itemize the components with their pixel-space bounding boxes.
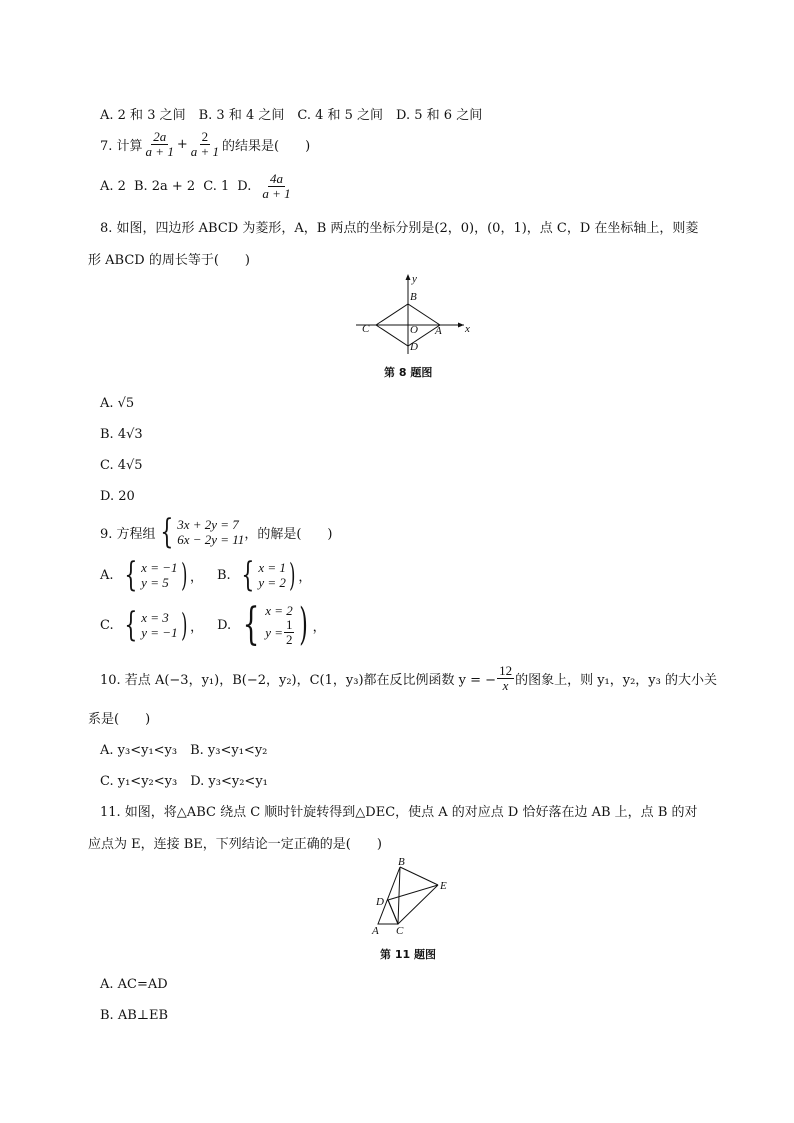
q9-suffix: ，的解是( ) xyxy=(244,526,333,542)
q7-fraction-1 xyxy=(144,130,176,159)
q9-option-d: { x = 2 y = $\frac{1}{2}$ xyxy=(237,603,295,647)
q9-option-c-label: C. xyxy=(100,617,114,633)
q8-label-x: x xyxy=(465,323,470,335)
q7-options xyxy=(100,172,294,201)
q9-options-cd: C. { x = 3 y = −1 ) ， D. { x = 2 y = $\frac{1}{2}$ ) ， xyxy=(100,599,326,650)
q11-figure-rotation xyxy=(368,855,458,937)
q7-frac2-num: 2 xyxy=(201,129,209,144)
q11-label-c: C xyxy=(396,925,404,937)
q7-option-d-label: D. xyxy=(237,179,252,194)
q11-option-a: A. AC=AD xyxy=(100,977,168,992)
q11-label-e: E xyxy=(440,880,447,892)
q8-label-y: y xyxy=(412,273,417,285)
q11-label-a: A xyxy=(372,925,379,937)
q10-frac-den: x xyxy=(502,678,509,693)
q11-line1: 11. 如图，将△ABC 绕点 C 顺时针旋转得到△DEC，使点 A 的对应点 D 恰好落在边 AB 上，点 B 的对 xyxy=(100,805,698,820)
q7-frac2-den: a + 1 xyxy=(190,144,220,159)
q7-frac1-den: a + 1 xyxy=(145,144,174,159)
q9-option-a: { x = −1 y = 5 xyxy=(123,555,178,595)
q9-option-c: { x = 3 y = −1 xyxy=(123,605,178,645)
q9-opt-b-x: x = 1 xyxy=(258,560,286,575)
q7-optd-den: a + 1 xyxy=(262,186,291,201)
q7-suffix: 的结果是( ) xyxy=(222,139,311,154)
q8-line2: 形 ABCD 的周长等于( ) xyxy=(88,253,250,268)
q7-frac1-num: 2a xyxy=(153,129,167,144)
q8-figure-rhombus xyxy=(352,270,472,356)
q9-opt-d-num: 1 xyxy=(285,617,293,632)
q6-options: A. 2 和 3 之间 B. 3 和 4 之间 C. 4 和 5 之间 D. 5 和 6 之间 xyxy=(100,108,483,123)
q8-label-o: O xyxy=(410,324,418,336)
q9-option-a-label: A. xyxy=(100,567,114,583)
q7-stem xyxy=(100,130,310,159)
q7-fraction-2 xyxy=(189,130,221,159)
q7-option-d-fraction xyxy=(260,172,292,201)
q10-line1-post: 的图象上，则 y₁，y₂，y₃ 的大小关 xyxy=(515,673,717,688)
q10-line2: 系是( ) xyxy=(88,712,151,727)
q8-label-d: D xyxy=(410,341,418,353)
q8-label-a: A xyxy=(435,325,442,337)
q9-option-d-label: D. xyxy=(217,617,232,633)
q8-option-b: B. 4√3 xyxy=(100,427,143,442)
q7-option-a: A. 2 xyxy=(100,179,126,194)
q9-opt-a-x: x = −1 xyxy=(141,560,178,575)
q9-opt-d-x: x = 2 xyxy=(265,603,293,618)
q7-option-c: C. 1 xyxy=(203,179,230,194)
q11-caption: 第 11 题图 xyxy=(380,948,436,961)
q9-opt-c-y: y = −1 xyxy=(141,625,178,640)
q11-label-b: B xyxy=(398,856,405,868)
q9-opt-d-den: 2 xyxy=(285,632,293,647)
q9-stem xyxy=(100,512,333,552)
q8-option-a: A. √5 xyxy=(100,396,135,411)
q8-line1: 8. 如图，四边形 ABCD 为菱形，A，B 两点的坐标分别是(2，0)，(0，1)，点 C，D 在坐标轴上，则菱 xyxy=(100,221,699,236)
q11-label-d: D xyxy=(376,896,384,908)
q9-option-b-label: B. xyxy=(217,567,231,583)
q10-options-ab: A. y₃<y₁<y₃ B. y₃<y₁<y₂ xyxy=(100,743,268,758)
q9-option-b: { x = 1 y = 2 xyxy=(241,555,286,595)
q8-label-b: B xyxy=(410,291,417,303)
q8-label-c: C xyxy=(362,323,370,335)
q10-frac-num: 12 xyxy=(499,663,513,678)
q10-line1-pre: 10. 若点 A(−3，y₁)，B(−2，y₂)，C(1，y₃)都在反比例函数 y = − xyxy=(100,673,497,688)
q8-caption: 第 8 题图 xyxy=(384,366,433,379)
q8-option-d: D. 20 xyxy=(100,489,135,504)
q7-prefix: 7. 计算 xyxy=(100,139,143,154)
q10-fraction xyxy=(497,664,514,693)
q9-opt-a-y: y = 5 xyxy=(141,575,169,590)
q10-options-cd: C. y₁<y₂<y₃ D. y₃<y₂<y₁ xyxy=(100,774,268,789)
q7-plus: + xyxy=(176,137,188,152)
q7-optd-num: 4a xyxy=(269,171,283,186)
q7-option-b: B. 2a + 2 xyxy=(133,179,196,194)
q9-eq2: 6x − 2y = 11 xyxy=(177,532,245,547)
q8-option-c: C. 4√5 xyxy=(100,458,143,473)
q9-prefix: 9. 方程组 xyxy=(100,526,156,542)
q10-line1 xyxy=(100,664,717,693)
q9-opt-c-x: x = 3 xyxy=(141,610,169,625)
q11-option-b: B. AB⊥EB xyxy=(100,1008,169,1023)
q9-opt-d-y: y = xyxy=(265,625,283,640)
q9-opt-b-y: y = 2 xyxy=(258,575,286,590)
q9-options-ab: A. { x = −1 y = 5 ) ， B. { x = 1 y = 2 ) ， xyxy=(100,555,312,595)
q9-equation-system: { 3x + 2y = 7 6x − 2y = 11 xyxy=(159,512,245,552)
q9-eq1: 3x + 2y = 7 xyxy=(177,517,239,532)
q11-line2: 应点为 E，连接 BE，下列结论一定正确的是( ) xyxy=(88,837,382,852)
